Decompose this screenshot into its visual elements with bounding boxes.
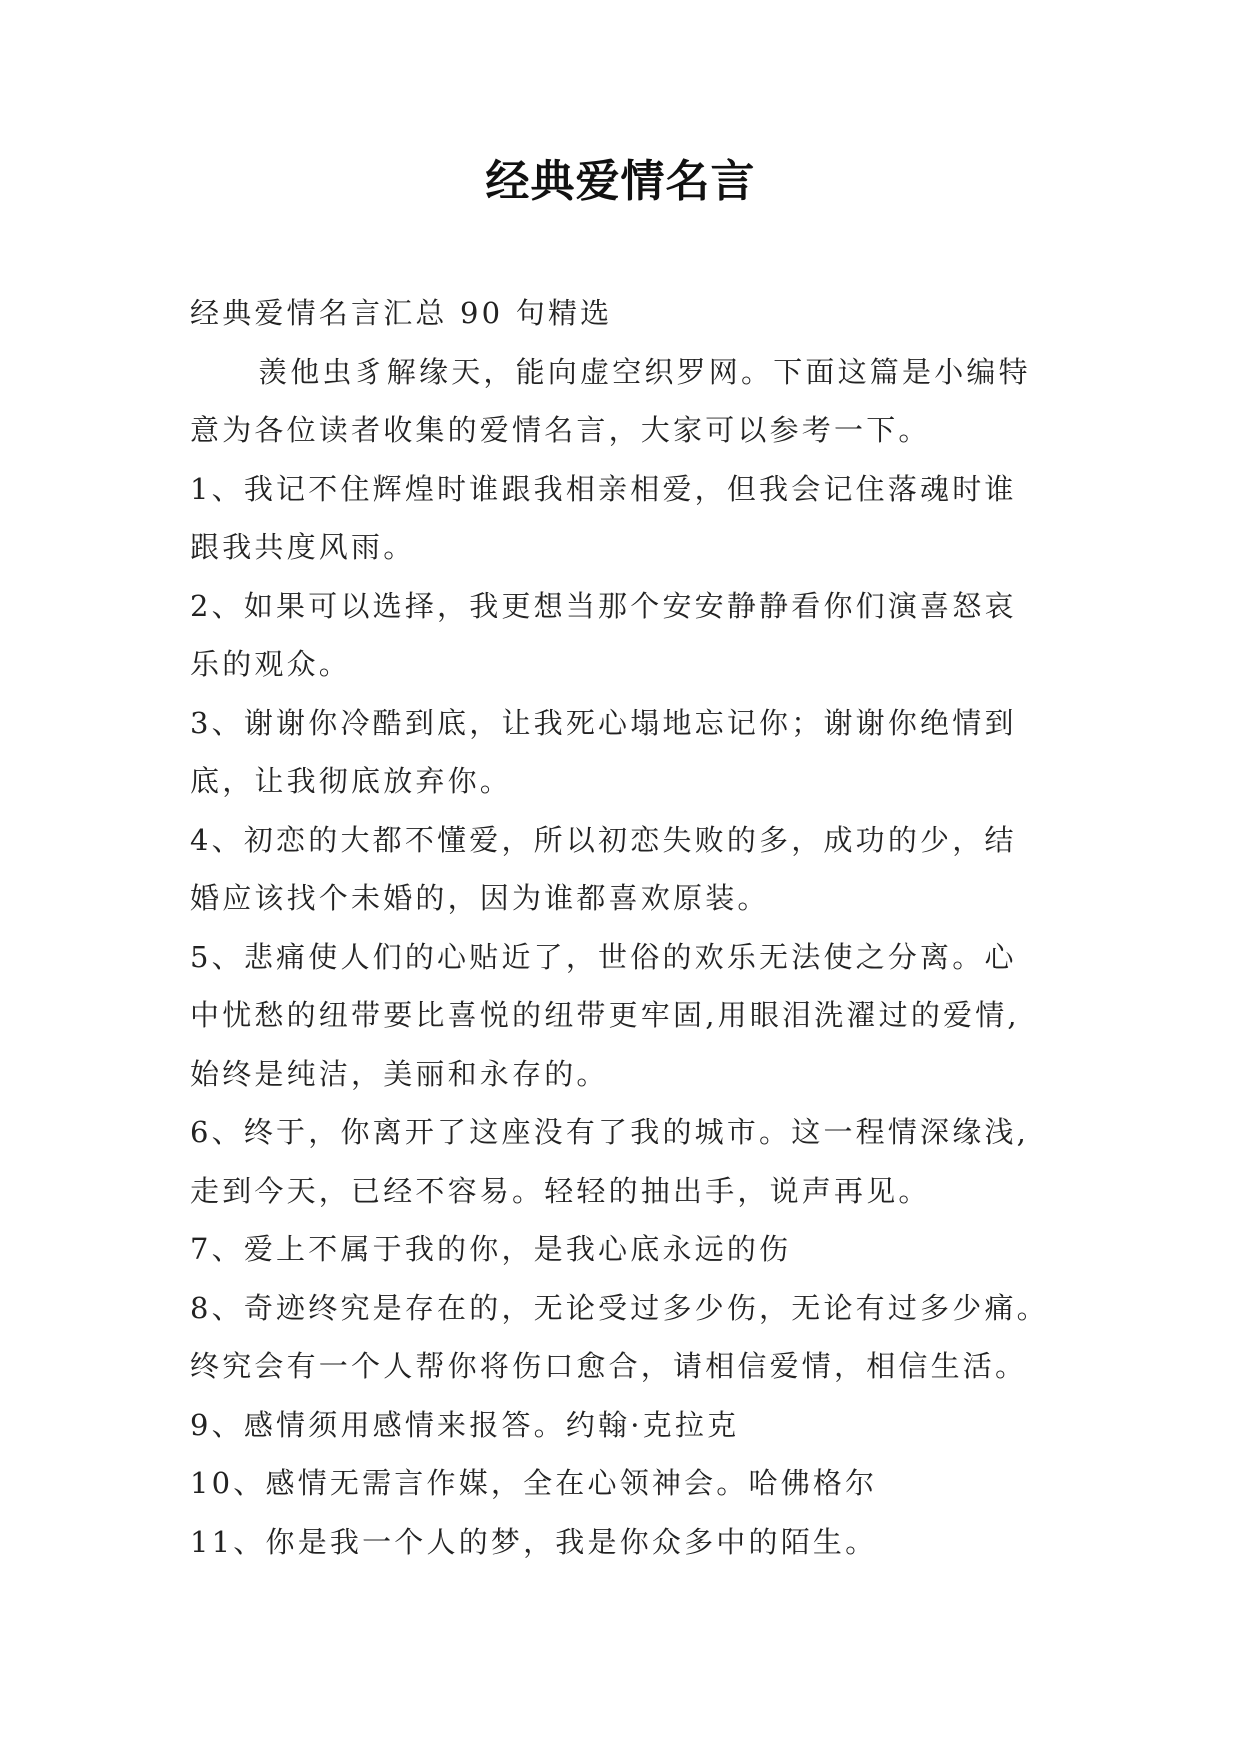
quote-line: 跟我共度风雨。 [190,530,416,564]
quote-line: 10、感情无需言作媒，全在心领神会。哈佛格尔 [190,1466,878,1500]
quote-line: 中忧愁的纽带要比喜悦的纽带更牢固,用眼泪洗濯过的爱情, [190,998,1020,1032]
quote-line: 6、终于，你离开了这座没有了我的城市。这一程情深缘浅, [190,1115,1030,1149]
quote-line: 8、奇迹终究是存在的，无论受过多少伤，无论有过多少痛。 [190,1290,1049,1325]
quote-line: 底，让我彻底放弃你。 [190,764,513,798]
quote-line: 4、初恋的大都不懂爱，所以初恋失败的多，成功的少，结 [190,822,1017,857]
quote-line: 7、爱上不属于我的你，是我心底永远的伤 [190,1232,792,1266]
quote-line: 9、感情须用感情来报答。约翰·克拉克 [190,1407,740,1442]
quote-line: 2、如果可以选择，我更想当那个安安静静看你们演喜怒哀 [190,588,1017,623]
subtitle-line: 经典爱情名言汇总 90 句精选 [190,296,613,330]
quote-line: 走到今天，已经不容易。轻轻的抽出手，说声再见。 [190,1173,931,1208]
quote-line: 终究会有一个人帮你将伤口愈合，请相信爱情，相信生活。 [190,1349,1028,1383]
document-title: 经典爱情名言 [485,156,756,207]
intro-line: 羡他虫豸解缘天，能向虚空织罗网。下面这篇是小编特 [258,354,1031,389]
document-body [190,284,1070,1571]
quote-line: 1、我记不住辉煌时谁跟我相亲相爱，但我会记住落魂时谁 [190,471,1017,506]
intro-line: 意为各位读者收集的爱情名言，大家可以参考一下。 [190,413,931,447]
quote-line: 婚应该找个未婚的，因为谁都喜欢原装。 [190,881,770,915]
quote-line: 5、悲痛使人们的心贴近了，世俗的欢乐无法使之分离。心 [190,939,1017,974]
quote-line: 11、你是我一个人的梦，我是你众多中的陌生。 [190,1524,878,1559]
quote-line: 始终是纯洁，美丽和永存的。 [190,1056,609,1091]
quote-line: 3、谢谢你冷酷到底，让我死心塌地忘记你；谢谢你绝情到 [190,705,1017,740]
quote-line: 乐的观众。 [190,647,352,681]
